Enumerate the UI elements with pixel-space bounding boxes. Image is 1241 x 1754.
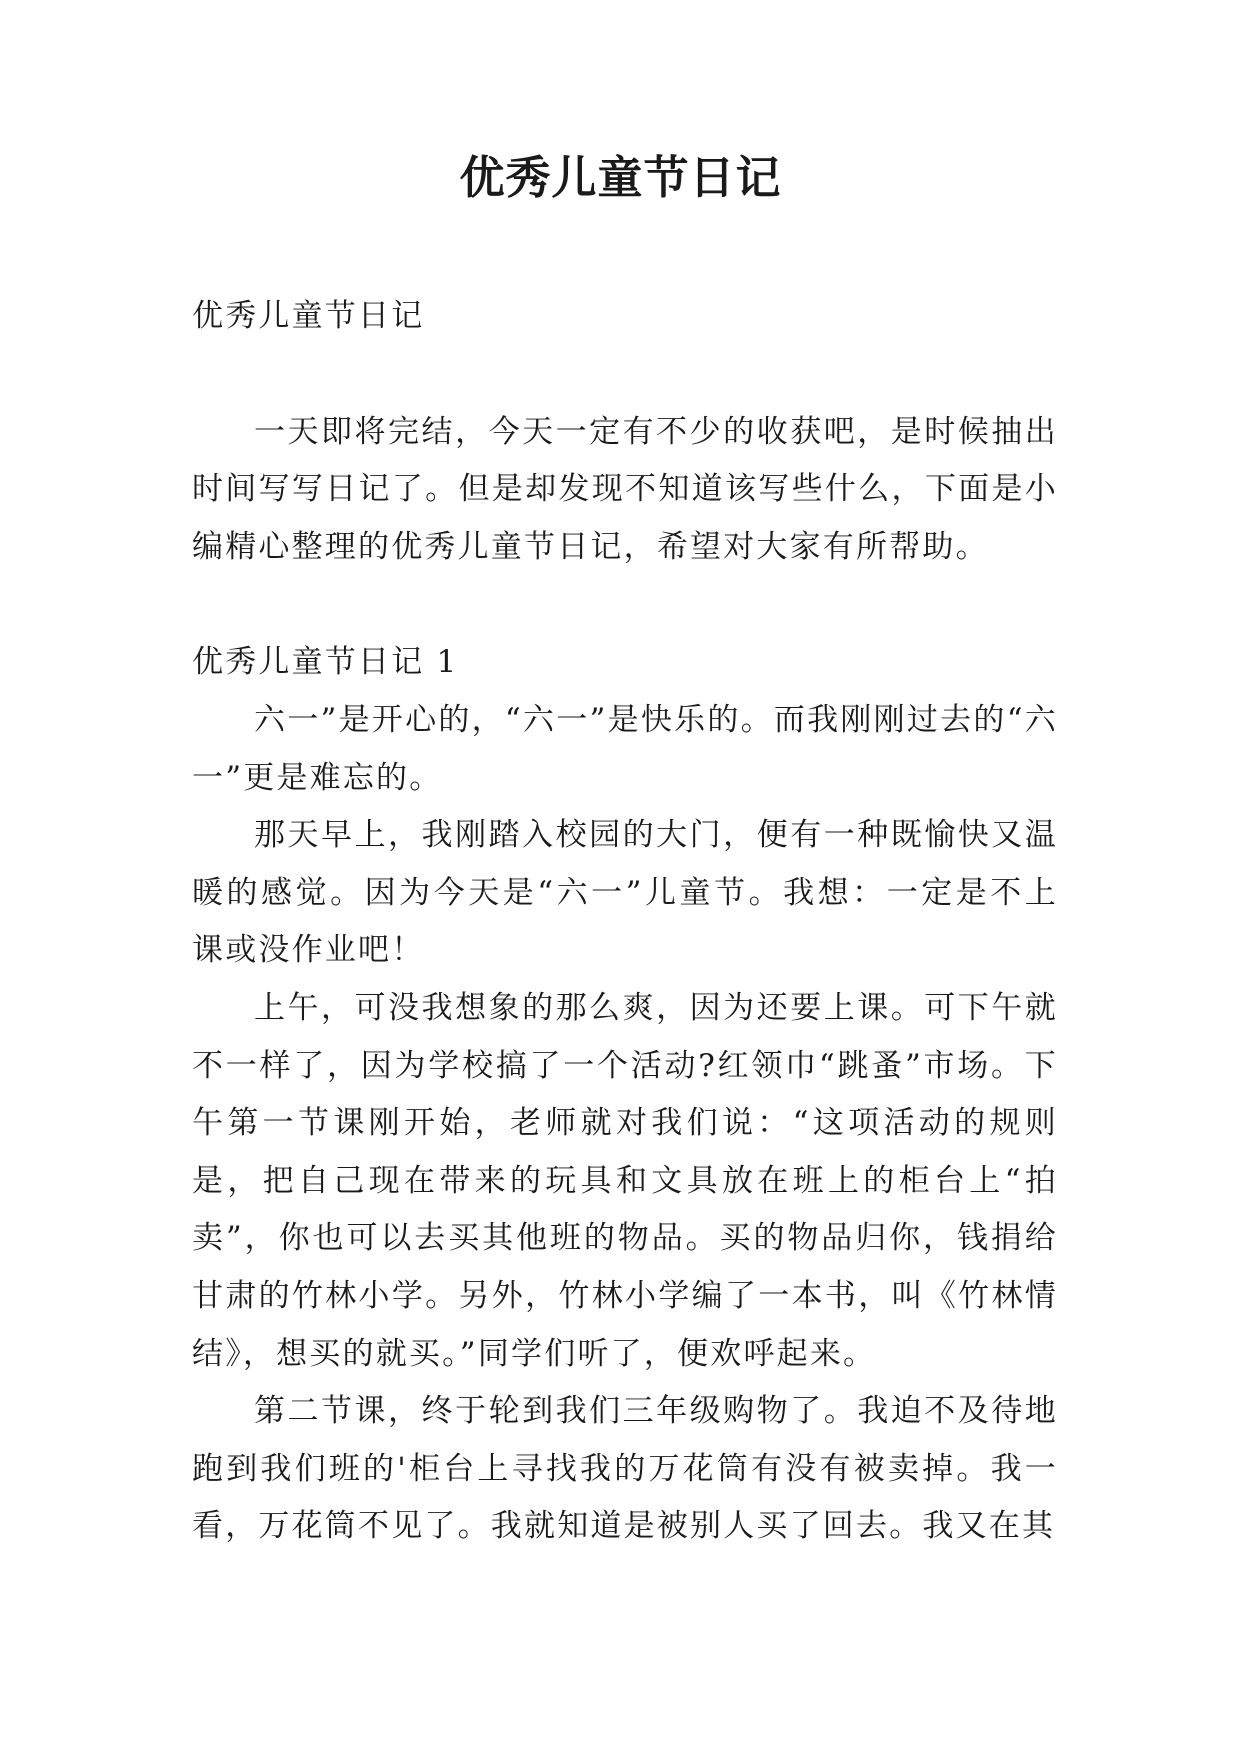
spacer	[192, 576, 1058, 634]
body-paragraph: 六一”是开心的，“六一”是快乐的。而我刚刚过去的“六一”更是难忘的。	[192, 701, 1058, 796]
document-subtitle: 优秀儿童节日记	[192, 298, 425, 334]
document-title: 优秀儿童节日记	[459, 151, 782, 204]
body-paragraph: 那天早上，我刚踏入校园的大门，便有一种既愉快又温暖的感觉。因为今天是“六一”儿童节。我想：一定是不上课或没作业吧！	[192, 817, 1058, 969]
document-body	[192, 288, 1058, 1556]
body-paragraph: 第二节课，终于轮到我们三年级购物了。我迫不及待地跑到我们班的'柜台上寻找我的万花筒有没有被卖掉。我一看，万花筒不见了。我就知道是被别人买了回去。我又在其	[192, 1393, 1058, 1545]
section-heading: 优秀儿童节日记 1	[192, 644, 459, 681]
spacer	[192, 346, 1058, 404]
body-paragraph: 上午，可没我想象的那么爽，因为还要上课。可下午就不一样了，因为学校搞了一个活动?红领巾“跳蚤”市场。下午第一节课刚开始，老师就对我们说：“这项活动的规则是，把自己现在带来的玩具和文具放在班上的柜台上“拍卖”，你也可以去买其他班的物品。买的物品归你，钱捐给甘肃的竹林小学。另外，竹林小学编了一本书，叫《竹林情结》，想买的就买。”同学们听了，便欢呼起来。	[192, 989, 1058, 1372]
intro-paragraph: 一天即将完结，今天一定有不少的收获吧，是时候抽出时间写写日记了。但是却发现不知道该写些什么，下面是小编精心整理的优秀儿童节日记，希望对大家有所帮助。	[192, 413, 1058, 565]
